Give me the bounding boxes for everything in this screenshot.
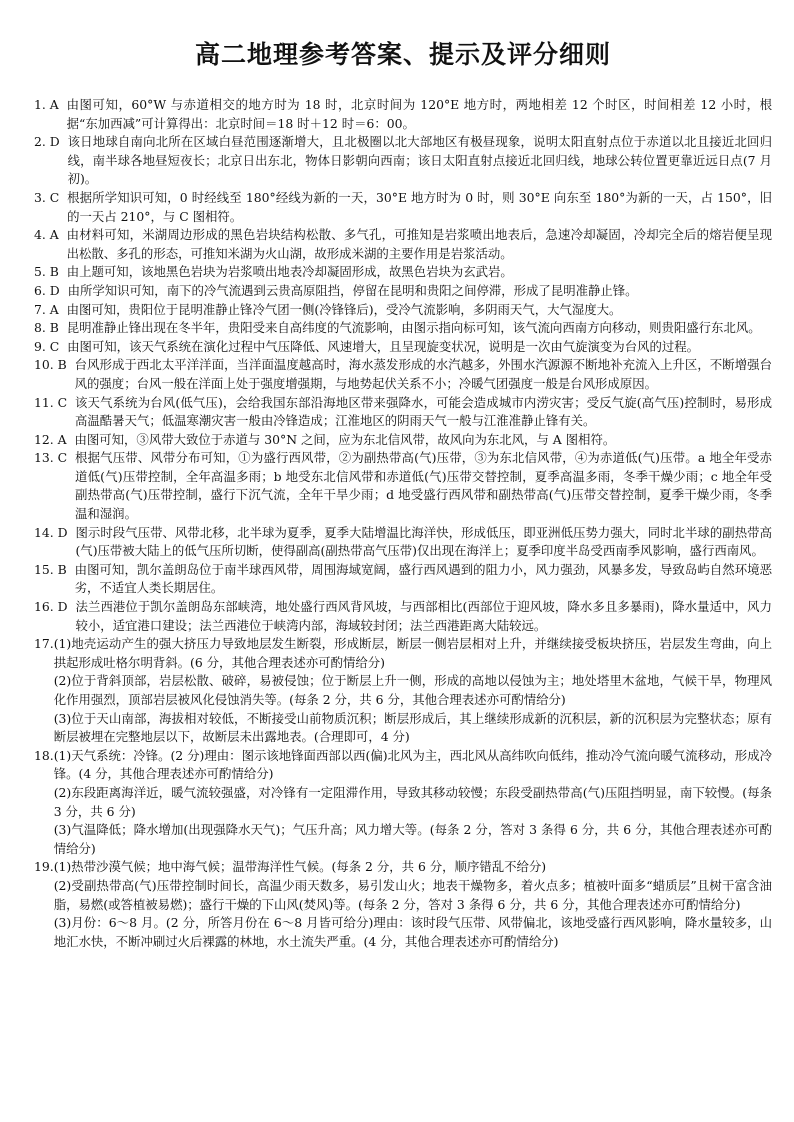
answer-item <box>34 524 772 561</box>
answer-item <box>34 226 772 263</box>
answer-item <box>34 301 772 320</box>
answer-item <box>34 449 772 523</box>
answer-number: 4. A <box>34 227 67 243</box>
answer-number: 7. A <box>34 301 67 317</box>
answer-text: (3)位于天山南部，海拔相对较低，不断接受山前物质沉积；断层形成后，其上继续形成新的沉积层，新的沉积层为完整状态；原有断层被埋在完整地层以下，故断层未出露地表。(合理即可，4 分) <box>53 710 772 745</box>
answer-text: (1)热带沙漠气候；地中海气候；温带海洋性气候。(每条 2 分，共 6 分，顺序错乱不给分) <box>53 859 547 875</box>
answer-text: 由材料可知，米湖周边形成的黑色岩块结构松散、多气孔，可推知是岩浆喷出地表后，急速冷却凝固，冷却完全后的熔岩便呈现出松散、多孔的形态，可推知米湖为火山湖，故形成米湖的主要作用是岩浆活动。 <box>66 227 772 261</box>
answer-text: 由图可知，贵阳位于昆明准静止锋冷气团一侧(冷锋锋后)，受冷气流影响，多阴雨天气，大气湿度大。 <box>66 301 622 317</box>
answer-number: 3. C <box>34 189 68 205</box>
answer-text: 台风形成于西北太平洋洋面，当洋面温度越高时，海水蒸发形成的水汽越多，外围水汽源源不断地补充流入上升区，不断增强台风的强度；台风一般在洋面上处于强度增强期，与地势起伏关系不小；冷暖气团强度一般是台风形成原因。 <box>74 357 772 391</box>
answer-text: 由所学知识可知，南下的冷气流遇到云贵高原阻挡，停留在昆明和贵阳之间停滞，形成了昆明准静止锋。 <box>67 282 638 298</box>
answer-list <box>34 96 772 951</box>
answer-text: (3)气温降低；降水增加(出现强降水天气)；气压升高；风力增大等。(每条 2 分，答对 3 条得 6 分，共 6 分，其他合理表述亦可酌情给分) <box>53 822 772 856</box>
answer-number: 5. B <box>34 264 67 280</box>
answer-item <box>34 282 772 301</box>
answer-number: 8. B <box>34 320 67 336</box>
answer-text: 由上题可知，该地黑色岩块为岩浆喷出地表冷却凝固形成，故黑色岩块为玄武岩。 <box>66 264 513 280</box>
answer-number: 6. D <box>34 282 68 298</box>
answer-item <box>34 356 772 393</box>
answer-text: (3)月份：6～8 月。(2 分，所答月份在 6～8 月皆可给分)理由：该时段气压带、风带偏北，该地受盛行西风影响，降水量较多，山地汇水快，不断冲刷过火后裸露的林地，水土流失严重。(4 分，其他合理表述亦可酌情给分) <box>53 915 772 949</box>
answer-text: 由图可知，60°W 与赤道相交的地方时为 18 时，北京时间为 120°E 地方时，两地相差 12 个时区，时间相差 12 小时，根据“东加西减”可计算得出：北京时间＝18 时＋12 时＝6：00。 <box>66 97 772 131</box>
answer-item-part <box>34 635 772 672</box>
answer-number: 16. D <box>34 599 76 615</box>
answer-text: (2)东段距离海洋近，暖气流较强盛，对冷锋有一定阻滞作用，导致其移动较慢；东段受副热带高(气)压阻挡明显，南下较慢。(每条 3 分，共 6 分) <box>53 784 772 819</box>
answer-number: 9. C <box>34 338 68 354</box>
page-title: 高二地理参考答案、提示及评分细则 <box>194 40 611 69</box>
answer-item-part <box>34 858 772 877</box>
answer-item <box>34 394 772 431</box>
answer-text: 该天气系统为台风(低气压)，会给我国东部沿海地区带来强降水，可能会造成城市内涝灾害；受反气旋(高气压)控制时，易形成高温酷暑天气；低温寒潮灾害一般由冷锋造成；江淮地区的阴雨天气一般与江淮准静止锋有关。 <box>75 394 772 429</box>
answer-text: 根据气压带、风带分布可知，①为盛行西风带，②为副热带高(气)压带，③为东北信风带，④为赤道低(气)压带。a 地全年受赤道低(气)压带控制，全年高温多雨；b 地受东北信风带和赤道低(气)压带交替控制，夏季高温多雨，冬季干燥少雨；c 地全年受副热带高(气)压带控制，盛行下沉气流，全年干旱少雨；d 地受盛行西风带和副热带高(气)压带交替控制，夏季干燥少雨，冬季温和湿润。 <box>75 450 772 522</box>
answer-item <box>34 561 772 598</box>
answer-number: 13. C <box>34 450 76 466</box>
answer-item-part <box>34 710 772 747</box>
answer-text: (2)位于背斜顶部，岩层松散、破碎，易被侵蚀；位于断层上升一侧，形成的高地以侵蚀为主；地处塔里木盆地，气候干旱，物理风化作用强烈，顶部岩层被风化侵蚀消失等。(每条 2 分，共 6 分，其他合理表述亦可酌情给分) <box>53 673 772 707</box>
answer-text: 昆明准静止锋出现在冬半年，贵阳受来自高纬度的气流影响，由图示指向标可知，该气流向西南方向移动，则贵阳盛行东北风。 <box>66 320 761 336</box>
answer-number: 10. B <box>34 357 75 373</box>
answer-item-part <box>34 672 772 709</box>
answer-text: 由图可知，③风带大致位于赤道与 30°N 之间，应为东北信风带，故风向为东北风，与 A 图相符。 <box>74 431 616 447</box>
answer-text: (2)受副热带高(气)压带控制时间长，高温少雨天数多，易引发山火；地表干燥物多，着火点多；植被叶面多“蜡质层”且树干富含油脂，易燃(或答植被易燃)；盛行干燥的下山风(焚风)等。(每条 2 分，答对 3 条得 6 分，共 6 分，其他合理表述亦可酌情给分) <box>53 877 772 912</box>
answer-item-part <box>34 747 772 784</box>
answer-item <box>34 338 772 357</box>
answer-text: 图示时段气压带、风带北移，北半球为夏季，夏季大陆增温比海洋快，形成低压，即亚洲低压势力强大，同时北半球的副热带高(气)压带被大陆上的低气压所切断，使得副高(副热带高气压带)仅出现在海洋上；夏季印度半岛受西南季风影响，盛行西南风。 <box>75 524 772 559</box>
answer-item-part <box>34 784 772 821</box>
answer-text: (1)地壳运动产生的强大挤压力导致地层发生断裂，形成断层，断层一侧岩层相对上升，并继续接受板块挤压，岩层发生弯曲，向上拱起形成吐格尔明背斜。(6 分，其他合理表述亦可酌情给分) <box>53 636 772 670</box>
answer-item <box>34 319 772 338</box>
answer-text: 该日地球自南向北所在区域白昼范围逐渐增大，且北极圈以北大部地区有极昼现象，说明太阳直射点位于赤道以北且接近北回归线，南半球各地昼短夜长；北京日出东北，物体日影朝向西南；该日太阳直射点接近北回归线，地球公转位置更靠近远日点(7 月初)。 <box>67 134 772 187</box>
answer-number: 17. <box>34 636 54 652</box>
answer-item-part <box>34 877 772 914</box>
answer-item-part <box>34 821 772 858</box>
answer-item <box>34 96 772 133</box>
answer-number: 2. D <box>34 134 68 150</box>
answer-number: 19. <box>34 859 54 875</box>
answer-text: 由图可知，凯尔盖朗岛位于南半球西风带，周围海域宽阔，盛行西风遇到的阻力小，风力强劲，风暴多发，导致岛屿自然环境恶劣，不适宜人类长期居住。 <box>74 561 772 596</box>
answer-item <box>34 598 772 635</box>
answer-text: 根据所学知识可知，0 时经线至 180°经线为新的一天，30°E 地方时为 0 时，则 30°E 向东至 180°为新的一天，占 150°，旧的一天占 210°，与 C 图相符。 <box>67 189 772 224</box>
answer-text: 由图可知，该天气系统在演化过程中气压降低、风速增大，且呈现旋变状况，说明是一次由气旋演变为台风的过程。 <box>67 338 700 354</box>
answer-item <box>34 189 772 226</box>
answer-number: 11. C <box>34 394 76 410</box>
answer-number: 12. A <box>34 431 75 447</box>
answer-item <box>34 263 772 282</box>
answer-number: 14. D <box>34 524 76 540</box>
answer-item-part <box>34 914 772 951</box>
answer-number: 15. B <box>34 561 75 577</box>
answer-number: 1. A <box>34 97 67 112</box>
answer-number: 18. <box>34 747 54 763</box>
answer-text: (1)天气系统：冷锋。(2 分)理由：图示该地锋面西部以西(偏)北风为主，西北风从高纬吹向低纬，推动冷气流向暖气流移动，形成冷锋。(4 分，其他合理表述亦可酌情给分) <box>53 747 772 782</box>
answer-item <box>34 133 772 189</box>
answer-item <box>34 431 772 450</box>
answer-text: 法兰西港位于凯尔盖朗岛东部峡湾，地处盛行西风背风坡，与西部相比(西部位于迎风坡，降水多且多暴雨)，降水量适中，风力较小，适宜港口建设；法兰西港位于峡湾内部，海域较封闭；法兰西港距离大陆较远。 <box>75 599 772 633</box>
